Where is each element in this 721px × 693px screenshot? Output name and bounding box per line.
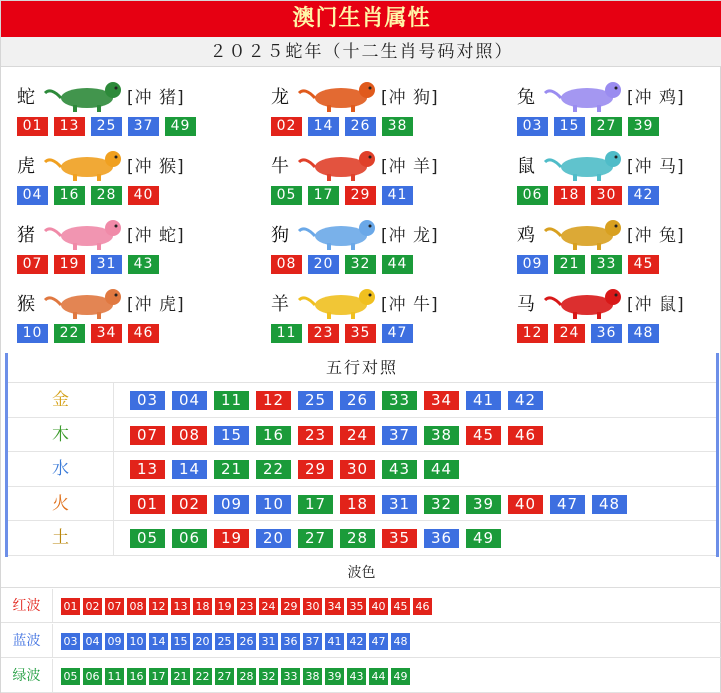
wuxing-label: 水: [8, 452, 114, 486]
number-ball: 23: [308, 324, 339, 343]
wave-row: [1, 659, 721, 693]
zodiac-numbers: [517, 186, 659, 206]
number-ball: 09: [105, 633, 124, 650]
zodiac-cell: [271, 67, 501, 137]
tiger-icon: [41, 148, 129, 182]
zodiac-head: [17, 79, 247, 113]
number-ball: 26: [345, 117, 376, 136]
number-ball: 29: [298, 460, 333, 479]
number-ball: 24: [340, 426, 375, 445]
number-ball: 07: [130, 426, 165, 445]
wave-numbers: [61, 633, 410, 650]
rabbit-icon: [541, 79, 629, 113]
number-ball: 37: [303, 633, 322, 650]
number-ball: 21: [171, 668, 190, 685]
number-ball: 10: [17, 324, 48, 343]
number-ball: 27: [591, 117, 622, 136]
zodiac-numbers: [517, 324, 659, 344]
number-ball: 08: [271, 255, 302, 274]
wuxing-numbers: [130, 426, 543, 445]
wuxing-panel: [5, 353, 719, 557]
number-ball: 40: [369, 598, 388, 615]
zodiac-clash: [冲 鸡]: [627, 88, 685, 108]
wuxing-row: [8, 487, 716, 522]
number-ball: 32: [259, 668, 278, 685]
zodiac-clash: [冲 虎]: [127, 295, 185, 315]
number-ball: 17: [298, 495, 333, 514]
number-ball: 45: [628, 255, 659, 274]
number-ball: 11: [271, 324, 302, 343]
number-ball: 23: [298, 426, 333, 445]
zodiac-grid: [1, 67, 721, 353]
number-ball: 12: [256, 391, 291, 410]
number-ball: 28: [91, 186, 122, 205]
number-ball: 22: [54, 324, 85, 343]
number-ball: 20: [256, 529, 291, 548]
zodiac-numbers: [517, 117, 659, 137]
number-ball: 32: [345, 255, 376, 274]
zodiac-head: [271, 148, 501, 182]
number-ball: 12: [517, 324, 548, 343]
wuxing-numbers: [130, 495, 627, 514]
dragon-icon: [295, 79, 383, 113]
number-ball: 29: [345, 186, 376, 205]
wuxing-numbers: [130, 391, 543, 410]
number-ball: 34: [424, 391, 459, 410]
zodiac-head: [17, 286, 247, 320]
number-ball: 07: [105, 598, 124, 615]
number-ball: 18: [340, 495, 375, 514]
zodiac-head: [271, 286, 501, 320]
number-ball: 23: [237, 598, 256, 615]
zodiac-clash: [冲 狗]: [381, 88, 439, 108]
zodiac-clash: [冲 猪]: [127, 88, 185, 108]
wuxing-label: 金: [8, 383, 114, 417]
zodiac-head: [17, 148, 247, 182]
number-ball: 26: [237, 633, 256, 650]
dog-icon: [295, 217, 383, 251]
zodiac-clash: [冲 龙]: [381, 226, 439, 246]
number-ball: 17: [149, 668, 168, 685]
number-ball: 15: [554, 117, 585, 136]
number-ball: 42: [628, 186, 659, 205]
wuxing-numbers: [130, 529, 501, 548]
number-ball: 01: [130, 495, 165, 514]
number-ball: 11: [105, 668, 124, 685]
number-ball: 04: [17, 186, 48, 205]
wave-numbers: [61, 598, 432, 615]
wuxing-label: 火: [8, 487, 114, 521]
number-ball: 28: [340, 529, 375, 548]
wuxing-row: [8, 418, 716, 453]
number-ball: 35: [345, 324, 376, 343]
number-ball: 33: [591, 255, 622, 274]
number-ball: 14: [172, 460, 207, 479]
pig-icon: [41, 217, 129, 251]
number-ball: 19: [214, 529, 249, 548]
number-ball: 35: [382, 529, 417, 548]
zodiac-cell: [17, 67, 247, 137]
number-ball: 07: [17, 255, 48, 274]
zodiac-numbers: [271, 186, 413, 206]
number-ball: 43: [128, 255, 159, 274]
number-ball: 46: [128, 324, 159, 343]
number-ball: 44: [424, 460, 459, 479]
number-ball: 27: [215, 668, 234, 685]
number-ball: 02: [83, 598, 102, 615]
number-ball: 48: [628, 324, 659, 343]
zodiac-name: 猴: [17, 294, 35, 315]
number-ball: 10: [127, 633, 146, 650]
number-ball: 39: [325, 668, 344, 685]
number-ball: 09: [517, 255, 548, 274]
number-ball: 08: [172, 426, 207, 445]
wuxing-row: [8, 383, 716, 418]
number-ball: 18: [554, 186, 585, 205]
number-ball: 19: [215, 598, 234, 615]
zodiac-cell: [17, 274, 247, 344]
snake-icon: [41, 79, 129, 113]
number-ball: 40: [128, 186, 159, 205]
number-ball: 29: [281, 598, 300, 615]
zodiac-head: [17, 217, 247, 251]
number-ball: 45: [466, 426, 501, 445]
number-ball: 13: [130, 460, 165, 479]
goat-icon: [295, 286, 383, 320]
number-ball: 45: [391, 598, 410, 615]
number-ball: 38: [424, 426, 459, 445]
number-ball: 44: [382, 255, 413, 274]
number-ball: 37: [128, 117, 159, 136]
zodiac-name: 猪: [17, 225, 35, 246]
number-ball: 13: [171, 598, 190, 615]
number-ball: 24: [554, 324, 585, 343]
number-ball: 30: [340, 460, 375, 479]
number-ball: 32: [424, 495, 459, 514]
zodiac-head: [271, 79, 501, 113]
wave-row: [1, 624, 721, 658]
number-ball: 33: [382, 391, 417, 410]
zodiac-numbers: [517, 255, 659, 275]
number-ball: 22: [193, 668, 212, 685]
number-ball: 03: [61, 633, 80, 650]
number-ball: 08: [127, 598, 146, 615]
zodiac-cell: [517, 136, 721, 206]
wuxing-title: 五行对照: [8, 353, 716, 383]
number-ball: 46: [413, 598, 432, 615]
number-ball: 34: [325, 598, 344, 615]
number-ball: 41: [325, 633, 344, 650]
number-ball: 47: [382, 324, 413, 343]
number-ball: 48: [391, 633, 410, 650]
zodiac-cell: [17, 205, 247, 275]
zodiac-clash: [冲 马]: [627, 157, 685, 177]
number-ball: 47: [550, 495, 585, 514]
number-ball: 20: [308, 255, 339, 274]
number-ball: 02: [172, 495, 207, 514]
number-ball: 16: [54, 186, 85, 205]
zodiac-clash: [冲 猴]: [127, 157, 185, 177]
zodiac-cell: [271, 205, 501, 275]
zodiac-name: 龙: [271, 87, 289, 108]
wave-label: 红波: [1, 589, 53, 622]
number-ball: 09: [214, 495, 249, 514]
zodiac-clash: [冲 牛]: [381, 295, 439, 315]
main-title: 澳门生肖属性: [1, 1, 721, 37]
zodiac-name: 狗: [271, 225, 289, 246]
rat-icon: [541, 148, 629, 182]
zodiac-cell: [17, 136, 247, 206]
zodiac-name: 兔: [517, 87, 535, 108]
number-ball: 05: [271, 186, 302, 205]
number-ball: 38: [382, 117, 413, 136]
zodiac-name: 马: [517, 294, 535, 315]
number-ball: 05: [130, 529, 165, 548]
zodiac-numbers: [271, 117, 413, 137]
wuxing-label: 土: [8, 521, 114, 555]
number-ball: 38: [303, 668, 322, 685]
zodiac-name: 虎: [17, 156, 35, 177]
zodiac-cell: [517, 67, 721, 137]
number-ball: 49: [391, 668, 410, 685]
number-ball: 11: [214, 391, 249, 410]
number-ball: 37: [382, 426, 417, 445]
wave-title: 波色: [1, 558, 721, 588]
wuxing-row: [8, 521, 716, 556]
zodiac-numbers: [271, 255, 413, 275]
number-ball: 42: [347, 633, 366, 650]
zodiac-clash: [冲 蛇]: [127, 226, 185, 246]
number-ball: 31: [382, 495, 417, 514]
year-title: ２０２５蛇年（十二生肖号码对照）: [1, 37, 721, 67]
number-ball: 06: [83, 668, 102, 685]
rooster-icon: [541, 217, 629, 251]
number-ball: 06: [517, 186, 548, 205]
number-ball: 04: [83, 633, 102, 650]
number-ball: 01: [17, 117, 48, 136]
number-ball: 49: [165, 117, 196, 136]
number-ball: 03: [517, 117, 548, 136]
wave-label: 蓝波: [1, 624, 53, 657]
number-ball: 41: [466, 391, 501, 410]
number-ball: 15: [214, 426, 249, 445]
wave-label: 绿波: [1, 659, 53, 692]
zodiac-head: [517, 148, 721, 182]
zodiac-cell: [517, 205, 721, 275]
number-ball: 06: [172, 529, 207, 548]
zodiac-numbers: [17, 255, 159, 275]
zodiac-clash: [冲 兔]: [627, 226, 685, 246]
zodiac-name: 牛: [271, 156, 289, 177]
number-ball: 31: [259, 633, 278, 650]
number-ball: 30: [591, 186, 622, 205]
zodiac-name: 蛇: [17, 87, 35, 108]
number-ball: 40: [508, 495, 543, 514]
zodiac-head: [517, 217, 721, 251]
number-ball: 34: [91, 324, 122, 343]
number-ball: 44: [369, 668, 388, 685]
number-ball: 28: [237, 668, 256, 685]
number-ball: 14: [308, 117, 339, 136]
number-ball: 13: [54, 117, 85, 136]
number-ball: 18: [193, 598, 212, 615]
ox-icon: [295, 148, 383, 182]
number-ball: 25: [215, 633, 234, 650]
number-ball: 03: [130, 391, 165, 410]
number-ball: 36: [281, 633, 300, 650]
number-ball: 36: [424, 529, 459, 548]
number-ball: 43: [382, 460, 417, 479]
zodiac-clash: [冲 鼠]: [627, 295, 685, 315]
number-ball: 04: [172, 391, 207, 410]
number-ball: 25: [91, 117, 122, 136]
number-ball: 21: [214, 460, 249, 479]
zodiac-cell: [271, 274, 501, 344]
zodiac-head: [271, 217, 501, 251]
number-ball: 02: [271, 117, 302, 136]
number-ball: 05: [61, 668, 80, 685]
wave-row: [1, 589, 721, 623]
number-ball: 20: [193, 633, 212, 650]
number-ball: 24: [259, 598, 278, 615]
zodiac-head: [517, 286, 721, 320]
number-ball: 36: [591, 324, 622, 343]
zodiac-cell: [517, 274, 721, 344]
horse-icon: [541, 286, 629, 320]
number-ball: 30: [303, 598, 322, 615]
wuxing-label: 木: [8, 418, 114, 452]
number-ball: 15: [171, 633, 190, 650]
number-ball: 43: [347, 668, 366, 685]
number-ball: 41: [382, 186, 413, 205]
number-ball: 16: [127, 668, 146, 685]
number-ball: 17: [308, 186, 339, 205]
number-ball: 10: [256, 495, 291, 514]
number-ball: 26: [340, 391, 375, 410]
number-ball: 39: [466, 495, 501, 514]
number-ball: 31: [91, 255, 122, 274]
number-ball: 39: [628, 117, 659, 136]
number-ball: 22: [256, 460, 291, 479]
number-ball: 19: [54, 255, 85, 274]
number-ball: 01: [61, 598, 80, 615]
zodiac-numbers: [17, 324, 159, 344]
number-ball: 46: [508, 426, 543, 445]
number-ball: 25: [298, 391, 333, 410]
zodiac-numbers: [17, 117, 196, 137]
number-ball: 21: [554, 255, 585, 274]
zodiac-name: 鸡: [517, 225, 535, 246]
number-ball: 12: [149, 598, 168, 615]
number-ball: 35: [347, 598, 366, 615]
number-ball: 27: [298, 529, 333, 548]
zodiac-clash: [冲 羊]: [381, 157, 439, 177]
wuxing-numbers: [130, 460, 459, 479]
number-ball: 49: [466, 529, 501, 548]
zodiac-name: 羊: [271, 294, 289, 315]
monkey-icon: [41, 286, 129, 320]
zodiac-numbers: [271, 324, 413, 344]
number-ball: 16: [256, 426, 291, 445]
zodiac-head: [517, 79, 721, 113]
wuxing-row: [8, 452, 716, 487]
zodiac-cell: [271, 136, 501, 206]
wave-numbers: [61, 668, 410, 685]
number-ball: 48: [592, 495, 627, 514]
number-ball: 33: [281, 668, 300, 685]
zodiac-numbers: [17, 186, 159, 206]
zodiac-name: 鼠: [517, 156, 535, 177]
number-ball: 47: [369, 633, 388, 650]
number-ball: 42: [508, 391, 543, 410]
number-ball: 14: [149, 633, 168, 650]
